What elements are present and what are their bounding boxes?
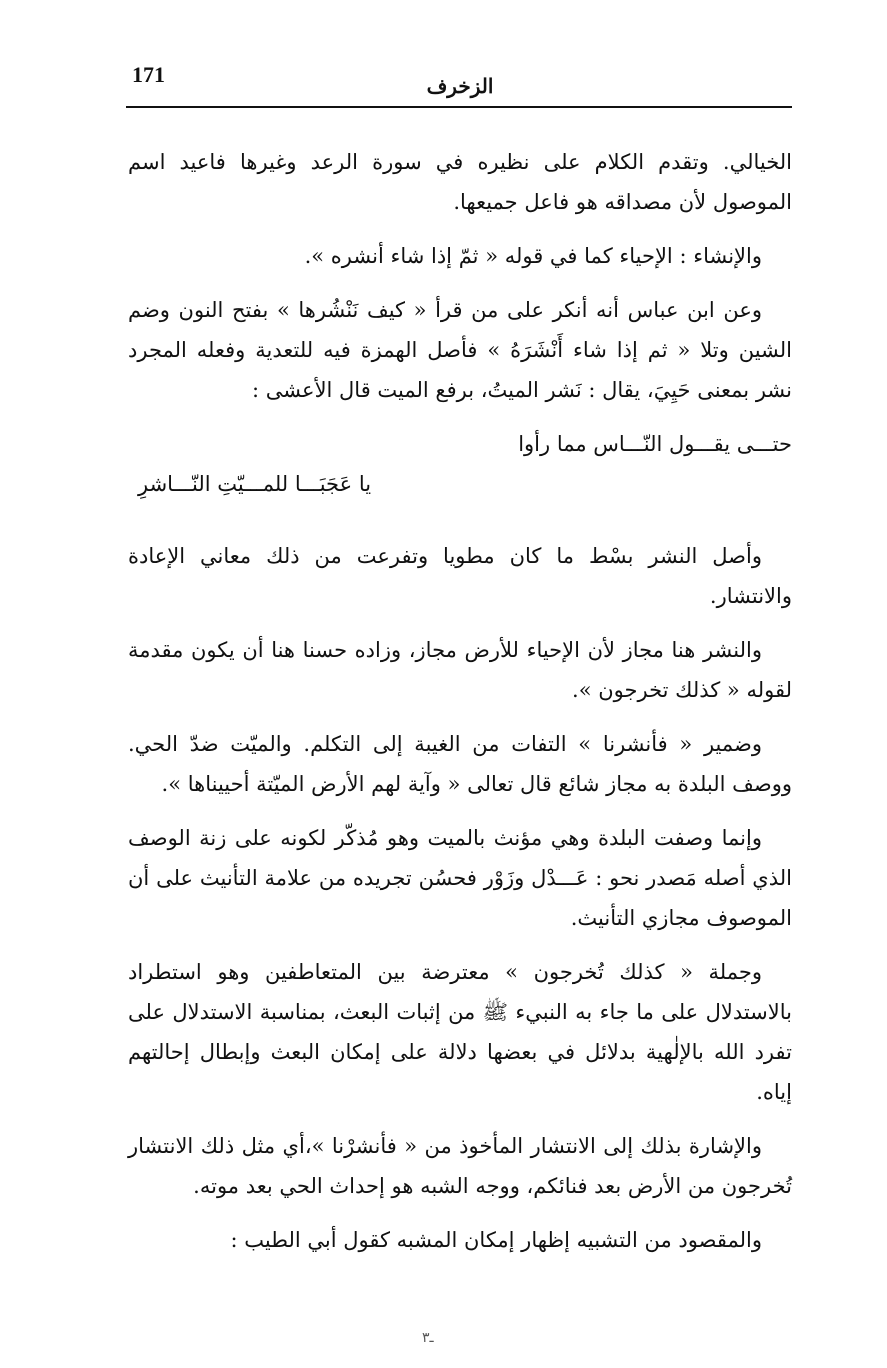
footer-mark: ـ٣ bbox=[422, 1330, 434, 1346]
header-divider bbox=[126, 106, 792, 108]
paragraph-2: والإنشاء : الإحياء كما في قوله « ثمّ إذا شاء أنشره ». bbox=[304, 244, 762, 268]
paragraph-1: الخيالي. وتقدم الكلام على نظيره في سورة الرعد وغيرها فاعيد اسم الموصول لأن مصداقه هو فاعل جميعها. bbox=[128, 150, 792, 214]
paragraph-8: وجملة « كذلك تُخرجون » معترضة بين المتعاطفين وهو استطراد بالاستدلال على ما جاء به النبيء ﷺ من إثبات البعث، بمناسبة الاستدلال على تفرد الله بالإلٰهية بدلائل في بعضها دلالة على إمكان البعث وإبطال إحالتهم إياه. bbox=[128, 960, 792, 1104]
poetry-verse bbox=[128, 424, 792, 504]
paragraph-3: وعن ابن عباس أنه أنكر على من قرأ « كيف نَنْشُرها » بفتح النون وضم الشين وتلا « ثم إذا شاء أَنْشَرَهُ » فأصل الهمزة فيه للتعدية وفعله المجرد نشر بمعنى حَيِيَ، يقال : نَشر الميتُ، برفع الميت قال الأعشى : bbox=[128, 298, 792, 402]
page-number: 171 bbox=[132, 62, 165, 87]
paragraph-4: وأصل النشر بسْط ما كان مطويا وتفرعت من ذلك معاني الإعادة والانتشار. bbox=[128, 544, 792, 608]
page-header bbox=[128, 58, 792, 108]
paragraph-5: والنشر هنا مجاز لأن الإحياء للأرض مجاز، وزاده حسنا هنا أن يكون مقدمة لقوله « كذلك تخرجون ». bbox=[128, 638, 792, 702]
verse-hemistich-2: يا عَجَبَـــا للمـــيّتِ النّـــاشرِ bbox=[138, 472, 372, 496]
paragraph-9: والإشارة بذلك إلى الانتشار المأخوذ من « فأنشرْنا »،أي مثل ذلك الانتشار تُخرجون من الأرض بعد فنائكم، ووجه الشبه هو إحداث الحي بعد موته. bbox=[128, 1134, 792, 1198]
paragraph-10: والمقصود من التشبيه إظهار إمكان المشبه كقول أبي الطيب : bbox=[230, 1228, 762, 1252]
verse-hemistich-1: حتـــى يقـــول النّـــاس مما رأوا bbox=[518, 432, 792, 456]
paragraph-6: وضمير « فأنشرنا » التفات من الغيبة إلى التكلم. والميّت ضدّ الحي. ووصف البلدة به مجاز شائع قال تعالى « وآية لهم الأرض الميّتة أحييناها ». bbox=[128, 732, 792, 796]
surah-title: الزخرف bbox=[426, 74, 494, 98]
page-body bbox=[128, 142, 792, 1274]
paragraph-7: وإنما وصفت البلدة وهي مؤنث بالميت وهو مُذكّر لكونه على زنة الوصف الذي أصله مَصدر نحو : عَـــدْل وزَوْر فحسُن تجريده من علامة التأنيث على أن الموصوف مجازي التأنيث. bbox=[128, 826, 792, 930]
